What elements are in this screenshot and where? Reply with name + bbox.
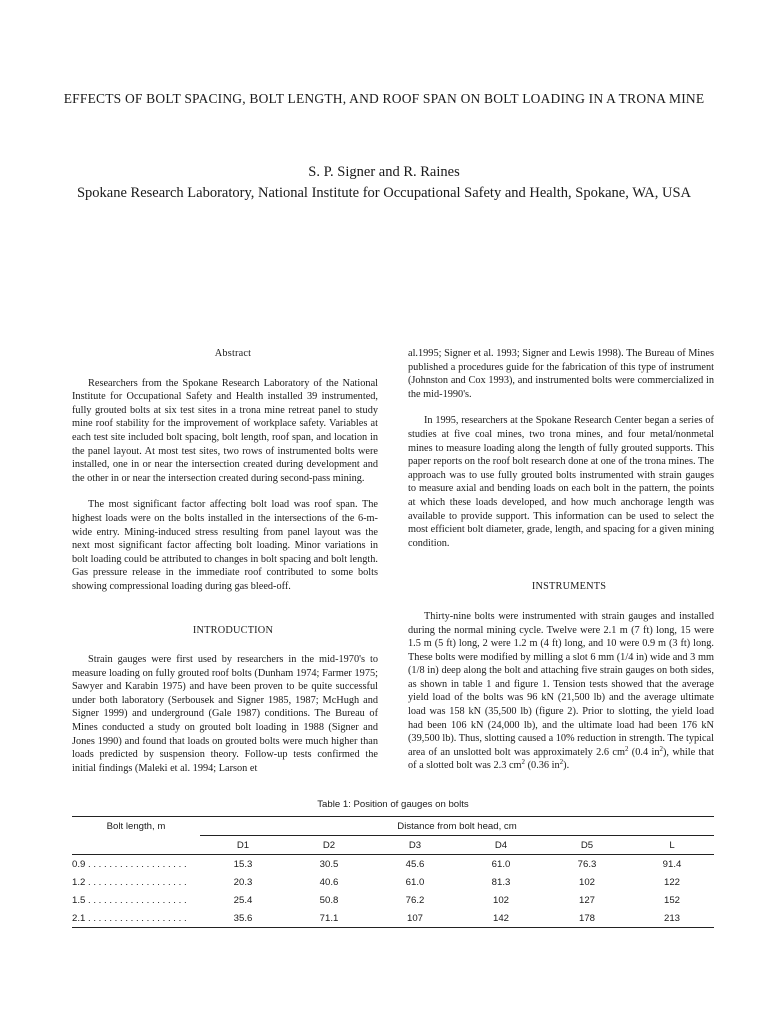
introduction-paragraph-2: In 1995, researchers at the Spokane Research Center began a series of studies at five coal mines, two trona mines, and four metal/nonmetal mines to measure loading along the length of fully grouted supports. This paper reports on the roof bolt research done at one of the trona mines. The approach was to use fully grouted bolts instrumented with strain gauges to measure axial and bending loads on each bolt in the pattern, the points at which these loads developed, and how much anchorage length was available to provide support. This information can be used to select the most efficient bolt diameter, grade, length, and spacing for a given mining condition. bbox=[408, 415, 714, 549]
instruments-text-d: (0.36 in bbox=[525, 760, 560, 772]
right-column bbox=[408, 347, 714, 773]
column-header: D2 bbox=[286, 836, 372, 855]
table-cell: 76.2 bbox=[405, 894, 425, 906]
table-cell: 213 bbox=[663, 912, 680, 924]
abstract-heading: Abstract bbox=[214, 348, 252, 359]
author-affiliation: Spokane Research Laboratory, National Institute for Occupational Safety and Health, Spokane, WA, USA bbox=[76, 185, 692, 201]
table-cell: 25.4 bbox=[233, 894, 253, 906]
instruments-text-c: ), while that of a slotted bolt was 2.3 cm bbox=[408, 746, 714, 772]
table-row bbox=[72, 873, 714, 891]
column-header: D1 bbox=[200, 836, 286, 855]
table-cell: 45.6 bbox=[405, 858, 425, 870]
row-label: 1.5 . . . . . . . . . . . . . . . . . . . bbox=[72, 894, 187, 906]
table-cell: 76.3 bbox=[577, 858, 597, 870]
table-cell: 15.3 bbox=[233, 858, 253, 870]
table-cell: 61.0 bbox=[405, 876, 425, 888]
group-header: Distance from bolt head, cm bbox=[397, 820, 517, 832]
table-cell: 102 bbox=[492, 894, 509, 906]
row-label: 1.2 . . . . . . . . . . . . . . . . . . . bbox=[72, 876, 187, 888]
table-cell: 50.8 bbox=[319, 894, 339, 906]
author-block bbox=[40, 162, 728, 204]
introduction-paragraph-1-continued: al.1995; Signer et al. 1993; Signer and Lewis 1998). The Bureau of Mines published a procedures guide for the fabrication of this type of instrument (Johnston and Cox 1993), and instrumented bolts were commercialized in the mid-1990's. bbox=[408, 348, 714, 400]
abstract-paragraph-2: The most significant factor affecting bolt load was roof span. The highest loads were on the bolts installed in the intersections of the 6-m-wide entry. Mining-induced stress resulting from panel layout was the next most significant factor affecting bolt loading. Minor variations in bolt loading could be attributed to changes in bolt spacing and bolt length. Gas pressure release in the immediate roof contributed to some bolts showing compressional loading during gas bleed-off. bbox=[72, 499, 378, 592]
instruments-heading: INSTRUMENTS bbox=[531, 581, 607, 593]
table-cell: 152 bbox=[663, 894, 680, 906]
instruments-text-e: ). bbox=[563, 760, 570, 772]
table-cell: 178 bbox=[578, 912, 595, 924]
superscript-4: 2 bbox=[559, 758, 564, 767]
column-header: D5 bbox=[544, 836, 630, 855]
abstract-paragraph-1: Researchers from the Spokane Research Laboratory of the National Institute for Occupational Safety and Health installed 39 instrumented, fully grouted bolts at six test sites in a trona mine retreat panel to study mine roof stability for the improvement of workplace safety. Variables at each test site included bolt spacing, bolt length, roof span, and location in the panel layout. At most test sites, two rows of instrumented bolts were installed, one in or near the intersection created during development and the other in or near the intersection created during second-pass mining. bbox=[72, 377, 378, 484]
table-cell: 122 bbox=[663, 876, 680, 888]
superscript-2: 2 bbox=[659, 744, 663, 753]
table-cell: 91.4 bbox=[662, 858, 682, 870]
table-row bbox=[72, 855, 714, 874]
introduction-heading: INTRODUCTION bbox=[192, 624, 274, 636]
superscript-1: 2 bbox=[624, 744, 629, 753]
instruments-paragraph-1 bbox=[408, 610, 714, 773]
table-cell: 35.6 bbox=[233, 912, 253, 924]
column-header: D3 bbox=[372, 836, 458, 855]
superscript-3: 2 bbox=[521, 758, 526, 767]
table-row bbox=[72, 909, 714, 928]
paper-title: EFFECTS OF BOLT SPACING, BOLT LENGTH, AND ROOF SPAN ON BOLT LOADING IN A TRONA MINE bbox=[63, 91, 705, 106]
table-cell: 20.3 bbox=[233, 876, 253, 888]
author-names: S. P. Signer and R. Raines bbox=[308, 164, 460, 180]
row-header: Bolt length, m bbox=[106, 820, 166, 832]
introduction-paragraph-1: Strain gauges were first used by researchers in the mid-1970's to measure loading on fully grouted roof bolts (Dunham 1974; Farmer 1975; Sawyer and Karabin 1975) and have been proven to be quite successful under both laboratory (Serbousek and Signer 1985, 1987; McHugh and Signer 1999) and underground (Gale 1987) conditions. The Bureau of Mines conducted a study on grouted bolt loading in 1988 (Signer and Jones 1990) and found that loads on grouted bolts were much higher than loads predicted by suspension theory. Follow-up tests confirmed the initial findings (Maleki et al. 1994; Larson et bbox=[72, 654, 378, 774]
column-header: D4 bbox=[458, 836, 544, 855]
gauge-position-table bbox=[72, 799, 714, 928]
table-cell: 81.3 bbox=[491, 876, 511, 888]
table-grid bbox=[72, 816, 714, 928]
table-caption: Table 1: Position of gauges on bolts bbox=[317, 799, 469, 810]
table-cell: 71.1 bbox=[319, 912, 339, 924]
table-cell: 61.0 bbox=[491, 858, 511, 870]
table-cell: 40.6 bbox=[319, 876, 339, 888]
instruments-text-a: Thirty-nine bolts were instrumented with strain gauges and installed during the normal mining cycle. Twelve were 2.1 m (7 ft) long, 15 were 1.5 m (5 ft) long, 2 were 1.2 m (4 ft) long, and 10 were 0.9 m (3 ft) long. These bolts were modified by milling a slot 6 mm (1/4 in) wide and 3 mm (1/8 in) deep along the bolt and attaching five strain gauges on both sides, as shown in table 1 and figure 1. Tension tests showed that the average yield load of the bolts was 96 kN (21,500 lb) and the average ultimate load was 158 kN (35,500 lb) (figure 2). Prior to slotting, the yield load had been 106 kN (24,000 lb), and the ultimate load had been 176 kN (39,500 lb). Thus, slotting caused a 10% reduction in strength. The typical area of an unslotted bolt was approximately 2.6 cm bbox=[408, 610, 714, 758]
left-column bbox=[72, 347, 378, 775]
table-cell: 30.5 bbox=[319, 858, 339, 870]
table-cell: 107 bbox=[406, 912, 423, 924]
instruments-text-b: (0.4 in bbox=[628, 746, 660, 758]
row-label: 2.1 . . . . . . . . . . . . . . . . . . . bbox=[72, 912, 187, 924]
table-cell: 127 bbox=[578, 894, 595, 906]
table-row bbox=[72, 891, 714, 909]
table-cell: 142 bbox=[492, 912, 509, 924]
row-label: 0.9 . . . . . . . . . . . . . . . . . . . bbox=[72, 858, 187, 870]
column-header: L bbox=[630, 836, 714, 855]
table-cell: 102 bbox=[578, 876, 595, 888]
